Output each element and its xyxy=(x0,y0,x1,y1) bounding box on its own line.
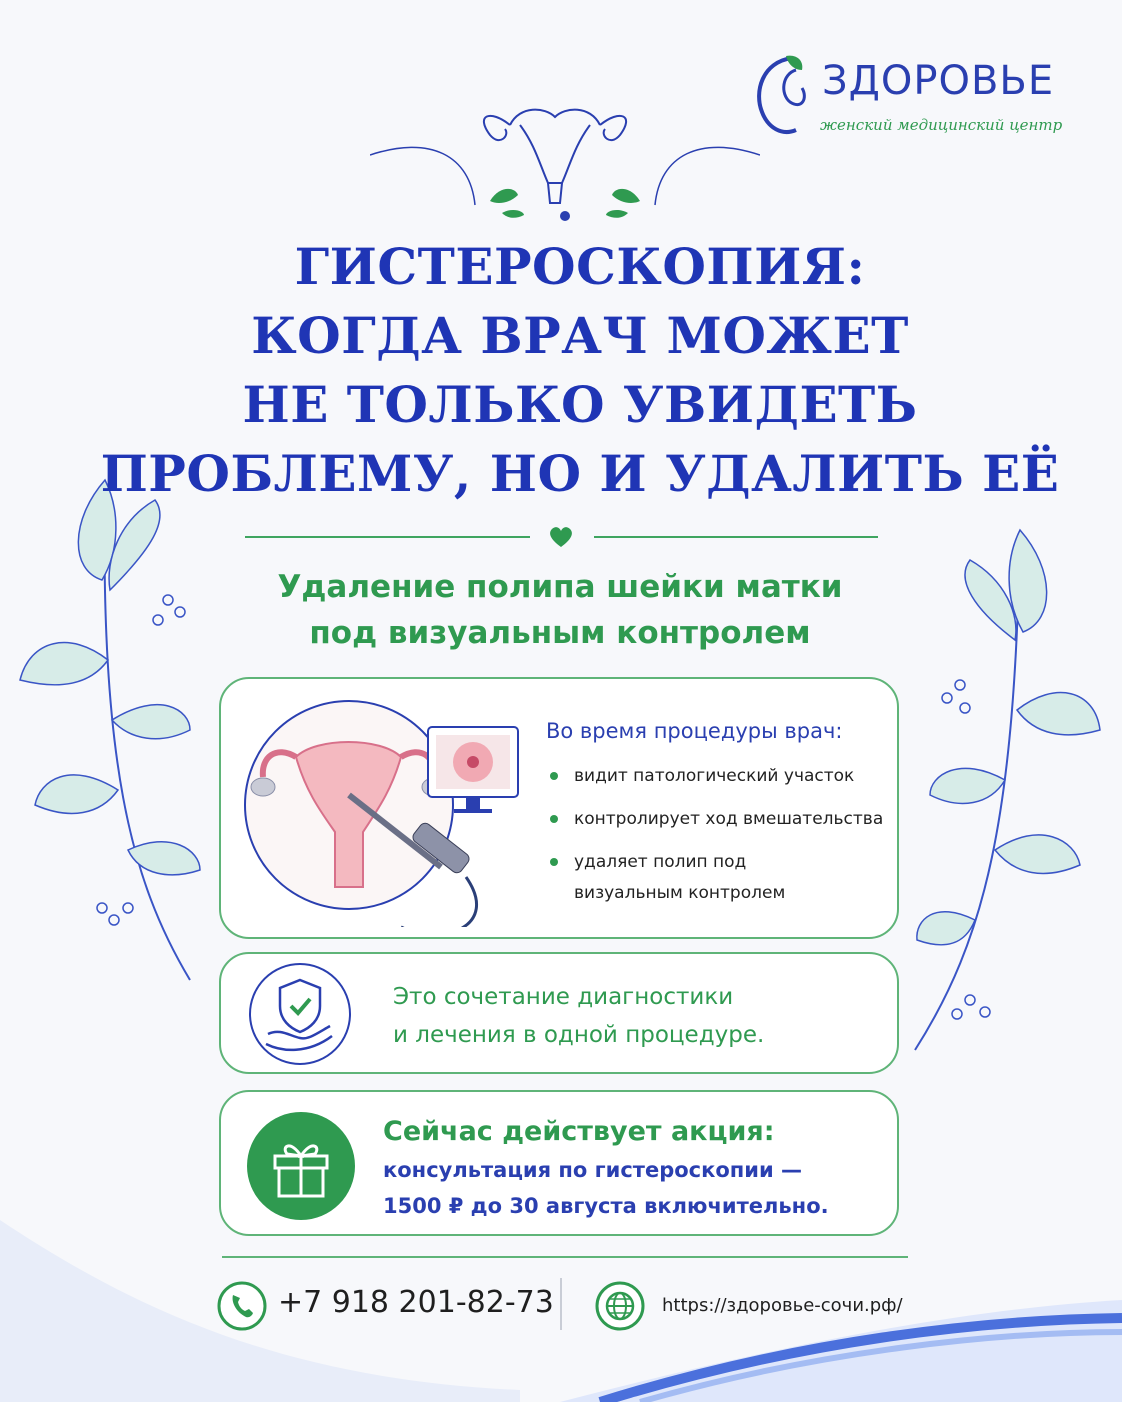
procedure-heading: Во время процедуры врач: xyxy=(546,719,843,743)
subtitle-line: под визуальным контролем xyxy=(309,615,811,651)
uterus-icon xyxy=(484,110,626,203)
promo-line: 1500 ₽ до 30 августа включительно. xyxy=(383,1194,829,1218)
promo-heading: Сейчас действует акция: xyxy=(383,1116,775,1147)
brand-logo xyxy=(752,52,1092,142)
procedure-card xyxy=(219,677,899,939)
heart-icon xyxy=(548,525,574,549)
title-line: ГИСТЕРОСКОПИЯ: xyxy=(294,237,866,296)
uterus-ornament xyxy=(370,95,760,230)
logo-name: ЗДОРОВЬЕ xyxy=(822,58,1055,104)
combo-card xyxy=(219,952,899,1074)
divider-left xyxy=(245,536,530,538)
phone-icon xyxy=(216,1280,268,1332)
list-item xyxy=(546,761,883,792)
promo-line: консультация по гистероскопии — xyxy=(383,1158,803,1182)
subtitle-line: Удаление полипа шейки матки xyxy=(277,569,843,605)
left-leaf-branch-decoration xyxy=(10,460,210,1000)
list-item-text: видит патологический участок xyxy=(574,766,855,786)
divider-right xyxy=(594,536,878,538)
shield-check-icon xyxy=(246,962,354,1066)
title-line: КОГДА ВРАЧ МОЖЕТ xyxy=(251,306,909,365)
combo-text xyxy=(393,978,764,1054)
website-link[interactable]: https://здоровье-сочи.рф/ xyxy=(662,1295,903,1316)
list-item xyxy=(546,804,883,835)
promo-text xyxy=(383,1152,829,1224)
logo-icon xyxy=(752,52,816,138)
phone-link[interactable]: +7 918 201-82-73 xyxy=(278,1285,554,1320)
combo-line: и лечения в одной процедуре. xyxy=(393,1022,765,1048)
list-item-continued xyxy=(546,878,883,909)
globe-icon xyxy=(594,1280,646,1332)
section-subtitle xyxy=(100,564,1020,656)
title-line: НЕ ТОЛЬКО УВИДЕТЬ xyxy=(242,375,918,434)
footer-divider xyxy=(222,1256,908,1258)
combo-line: Это сочетание диагностики xyxy=(393,984,734,1010)
gift-icon xyxy=(245,1110,357,1222)
logo-subtitle: женский медицинский центр xyxy=(820,116,1063,134)
list-item xyxy=(546,847,883,878)
promo-card xyxy=(219,1090,899,1236)
monitor-icon xyxy=(426,725,522,821)
procedure-list xyxy=(546,761,883,909)
title-line: ПРОБЛЕМУ, НО И УДАЛИТЬ ЕЁ xyxy=(100,444,1060,503)
list-item-text: визуальным контролем xyxy=(574,883,786,903)
page-title xyxy=(100,232,1060,508)
list-item-text: контролирует ход вмешательства xyxy=(574,809,884,829)
footer-separator xyxy=(560,1278,562,1330)
list-item-text: удаляет полип под xyxy=(574,852,747,872)
